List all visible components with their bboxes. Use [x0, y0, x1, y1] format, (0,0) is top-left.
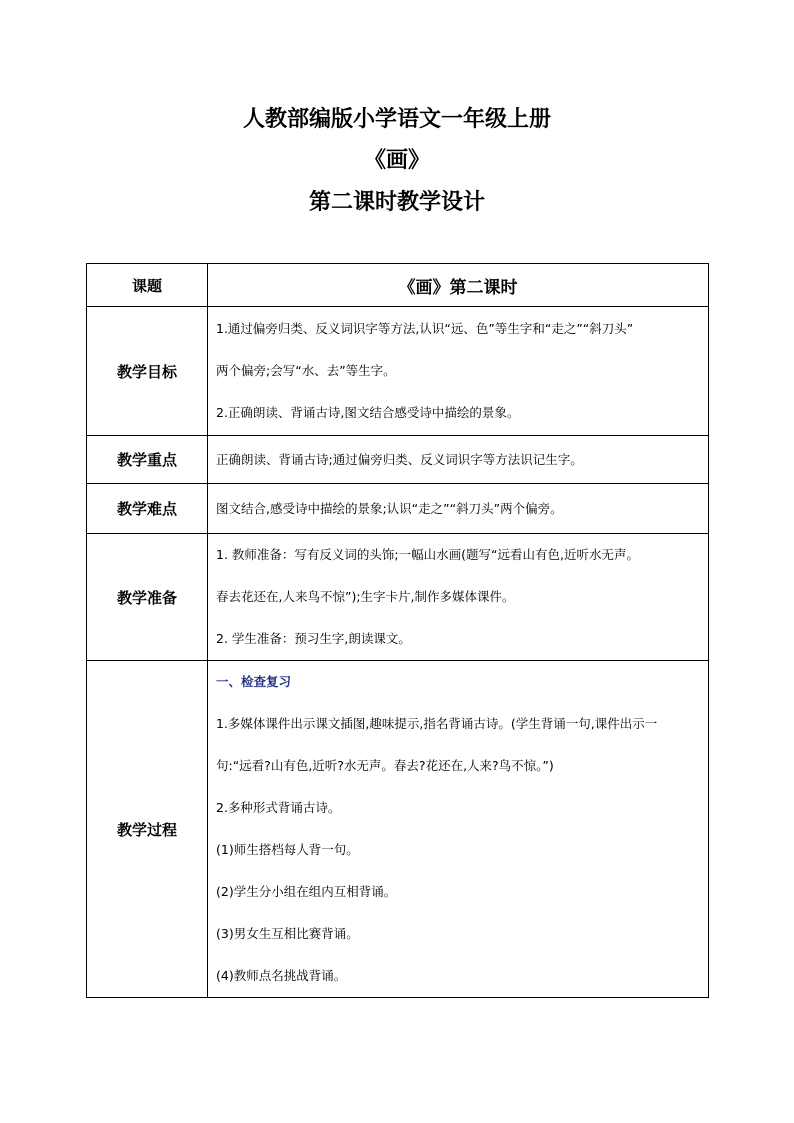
- process-line: (1)师生搭档每人背一句。: [216, 842, 359, 857]
- preparation-label: 教学准备: [87, 534, 208, 661]
- table-row: [87, 534, 709, 661]
- difficulties-content: [208, 484, 709, 534]
- process-section-title: 一、检查复习: [216, 674, 292, 689]
- process-line: 1.多媒体课件出示课文插图,趣味提示,指名背诵古诗。(学生背诵一句,课件出示一: [216, 716, 658, 731]
- process-line: 2.多种形式背诵古诗。: [216, 800, 341, 815]
- process-content: [208, 661, 709, 998]
- table-row: [87, 436, 709, 484]
- table-row: [87, 264, 709, 307]
- key-points-label: 教学重点: [87, 436, 208, 484]
- table-row: [87, 661, 709, 998]
- process-line: 句:“远看?山有色,近听?水无声。春去?花还在,人来?鸟不惊。”): [216, 758, 554, 773]
- table-row: [87, 307, 709, 436]
- document-title: 人教部编版小学语文一年级上册: [242, 107, 551, 132]
- process-line: (2)学生分小组在组内互相背诵。: [216, 884, 397, 899]
- difficulties-label: 教学难点: [87, 484, 208, 534]
- preparation-content: [208, 534, 709, 661]
- topic-value: 《画》第二课时: [208, 264, 709, 307]
- table-row: [87, 484, 709, 534]
- lesson-plan-table: [86, 263, 709, 998]
- preparation-line: 1. 教师准备：写有反义词的头饰;一幅山水画(题写“远看山有色,近听水无声。: [216, 547, 639, 562]
- process-line: (4)教师点名挑战背诵。: [216, 968, 347, 983]
- goals-line: 1.通过偏旁归类、反义词识字等方法,认识“远、色”等生字和“走之”“斜刀头”: [216, 321, 634, 336]
- process-label: 教学过程: [87, 661, 208, 998]
- preparation-line: 2. 学生准备：预习生字,朗读课文。: [216, 631, 411, 646]
- document-subtitle: 第二课时教学设计: [308, 190, 485, 215]
- goals-line: 两个偏旁;会写“水、去”等生字。: [216, 363, 396, 378]
- key-points-content: [208, 436, 709, 484]
- goals-content: [208, 307, 709, 436]
- lesson-title: 《画》: [363, 148, 430, 173]
- preparation-line: 春去花还在,人来鸟不惊”);生字卡片,制作多媒体课件。: [216, 589, 515, 604]
- goals-line: 2.正确朗读、背诵古诗,图文结合感受诗中描绘的景象。: [216, 405, 520, 420]
- goals-label: 教学目标: [87, 307, 208, 436]
- process-line: (3)男女生互相比赛背诵。: [216, 926, 359, 941]
- key-points-line: 正确朗读、背诵古诗;通过偏旁归类、反义词识字等方法识记生字。: [216, 451, 583, 467]
- topic-label: 课题: [87, 264, 208, 307]
- difficulties-line: 图文结合,感受诗中描绘的景象;认识“走之”“斜刀头”两个偏旁。: [216, 500, 563, 516]
